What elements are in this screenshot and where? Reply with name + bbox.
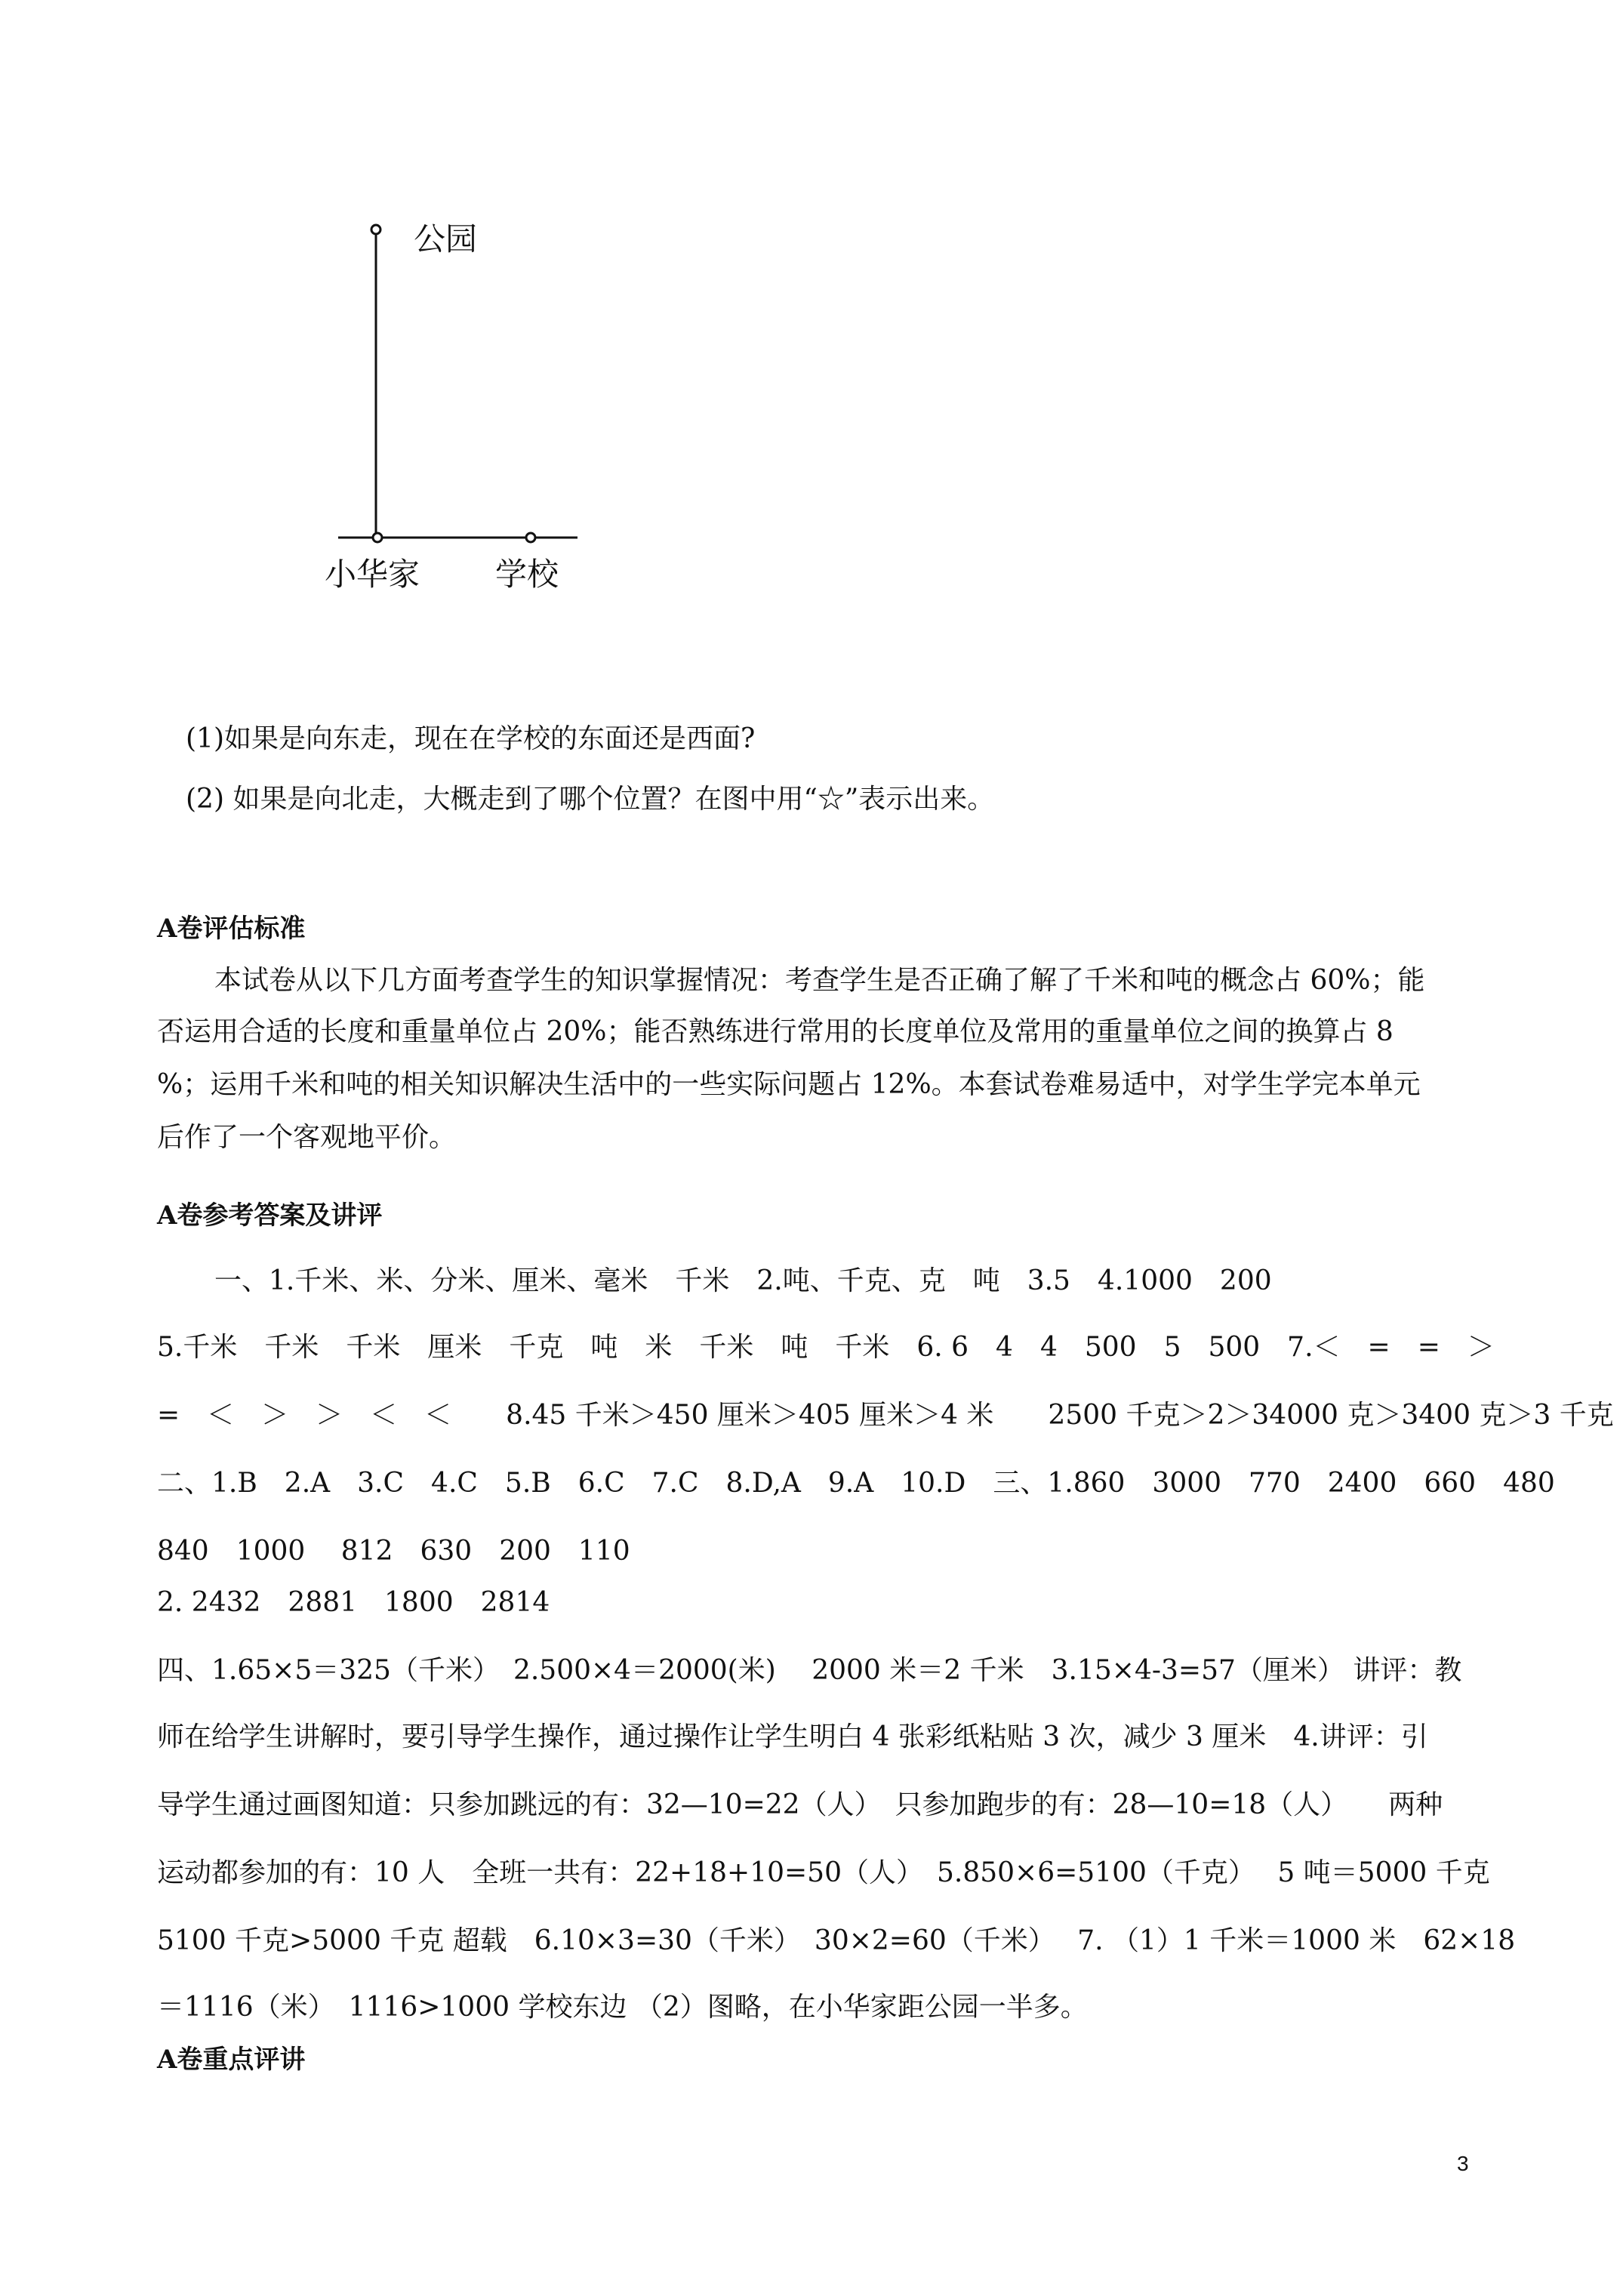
answers-line-4: 二、1.B 2.A 3.C 4.C 5.B 6.C 7.C 8.D,A 9.A 10.D 三、1.860 3000 770 2400 660 480 [157, 1468, 1555, 1499]
answers-line-5: 840 1000 812 630 200 110 [157, 1536, 630, 1567]
evaluation-line-4: 后作了一个客观地平价。 [157, 1122, 457, 1153]
answers-line-3: = ＜ ＞ ＞ ＜ ＜ 8.45 千米＞450 厘米＞405 厘米＞4 米 2500 千克＞2＞34000 克＞3400 克＞3 千克 [157, 1400, 1614, 1431]
park-point [371, 225, 380, 234]
answers-line-12: ＝1116（米） 1116>1000 学校东边 （2）图略，在小华家距公园一半多。 [157, 1992, 1088, 2023]
school-point [526, 533, 535, 542]
answers-line-8: 师在给学生讲解时，要引导学生操作，通过操作让学生明白 4 张彩纸粘贴 3 次，减少 3 厘米 4.讲评：引 [157, 1721, 1428, 1752]
question-2: (2) 如果是向北走，大概走到了哪个位置？在图中用“☆”表示出来。 [186, 784, 995, 815]
home-point [373, 533, 382, 542]
key-points-heading: A卷重点评讲 [157, 2045, 306, 2075]
answers-line-11: 5100 千克>5000 千克 超载 6.10×3=30（千米） 30×2=60（千米） 7. （1）1 千米＝1000 米 62×18 [157, 1925, 1516, 1956]
evaluation-line-2: 否运用合适的长度和重量单位占 20%；能否熟练进行常用的长度单位及常用的重量单位之间的换算占 8 [157, 1016, 1394, 1047]
evaluation-line-1: 本试卷从以下几方面考查学生的知识掌握情况：考查学生是否正确了解了千米和吨的概念占 60%；能 [214, 965, 1425, 996]
answers-line-1: 一、1.千米、米、分米、厘米、毫米 千米 2.吨、千克、克 吨 3.5 4.1000 200 [214, 1265, 1272, 1296]
answers-line-7: 四、1.65×5＝325（千米） 2.500×4＝2000(米) 2000 米＝2 千米 3.15×4-3=57（厘米） 讲评：教 [157, 1655, 1462, 1686]
home-label: 小华家 [325, 556, 420, 593]
evaluation-heading: A卷评估标准 [157, 914, 306, 944]
question-1: (1)如果是向东走，现在在学校的东面还是西面? [186, 723, 756, 754]
school-label: 学校 [495, 556, 559, 593]
answers-line-2: 5.千米 千米 千米 厘米 千克 吨 米 千米 吨 千米 6. 6 4 4 500 5 500 7.＜ = = ＞ [157, 1332, 1495, 1363]
map-diagram [0, 0, 1623, 680]
park-label: 公园 [414, 220, 478, 257]
answers-line-6: 2. 2432 2881 1800 2814 [157, 1587, 550, 1618]
answers-heading: A卷参考答案及讲评 [157, 1200, 383, 1231]
answers-line-9: 导学生通过画图知道：只参加跳远的有：32—10=22（人） 只参加跑步的有：28—10=18（人） 两种 [157, 1789, 1443, 1820]
answers-line-10: 运动都参加的有：10 人 全班一共有：22+18+10=50（人） 5.850×6=5100（千克） 5 吨＝5000 千克 [157, 1857, 1490, 1888]
evaluation-line-3: %；运用千米和吨的相关知识解决生活中的一些实际问题占 12%。本套试卷难易适中，对学生学完本单元 [157, 1069, 1421, 1100]
page-number: 3 [1457, 2152, 1469, 2175]
